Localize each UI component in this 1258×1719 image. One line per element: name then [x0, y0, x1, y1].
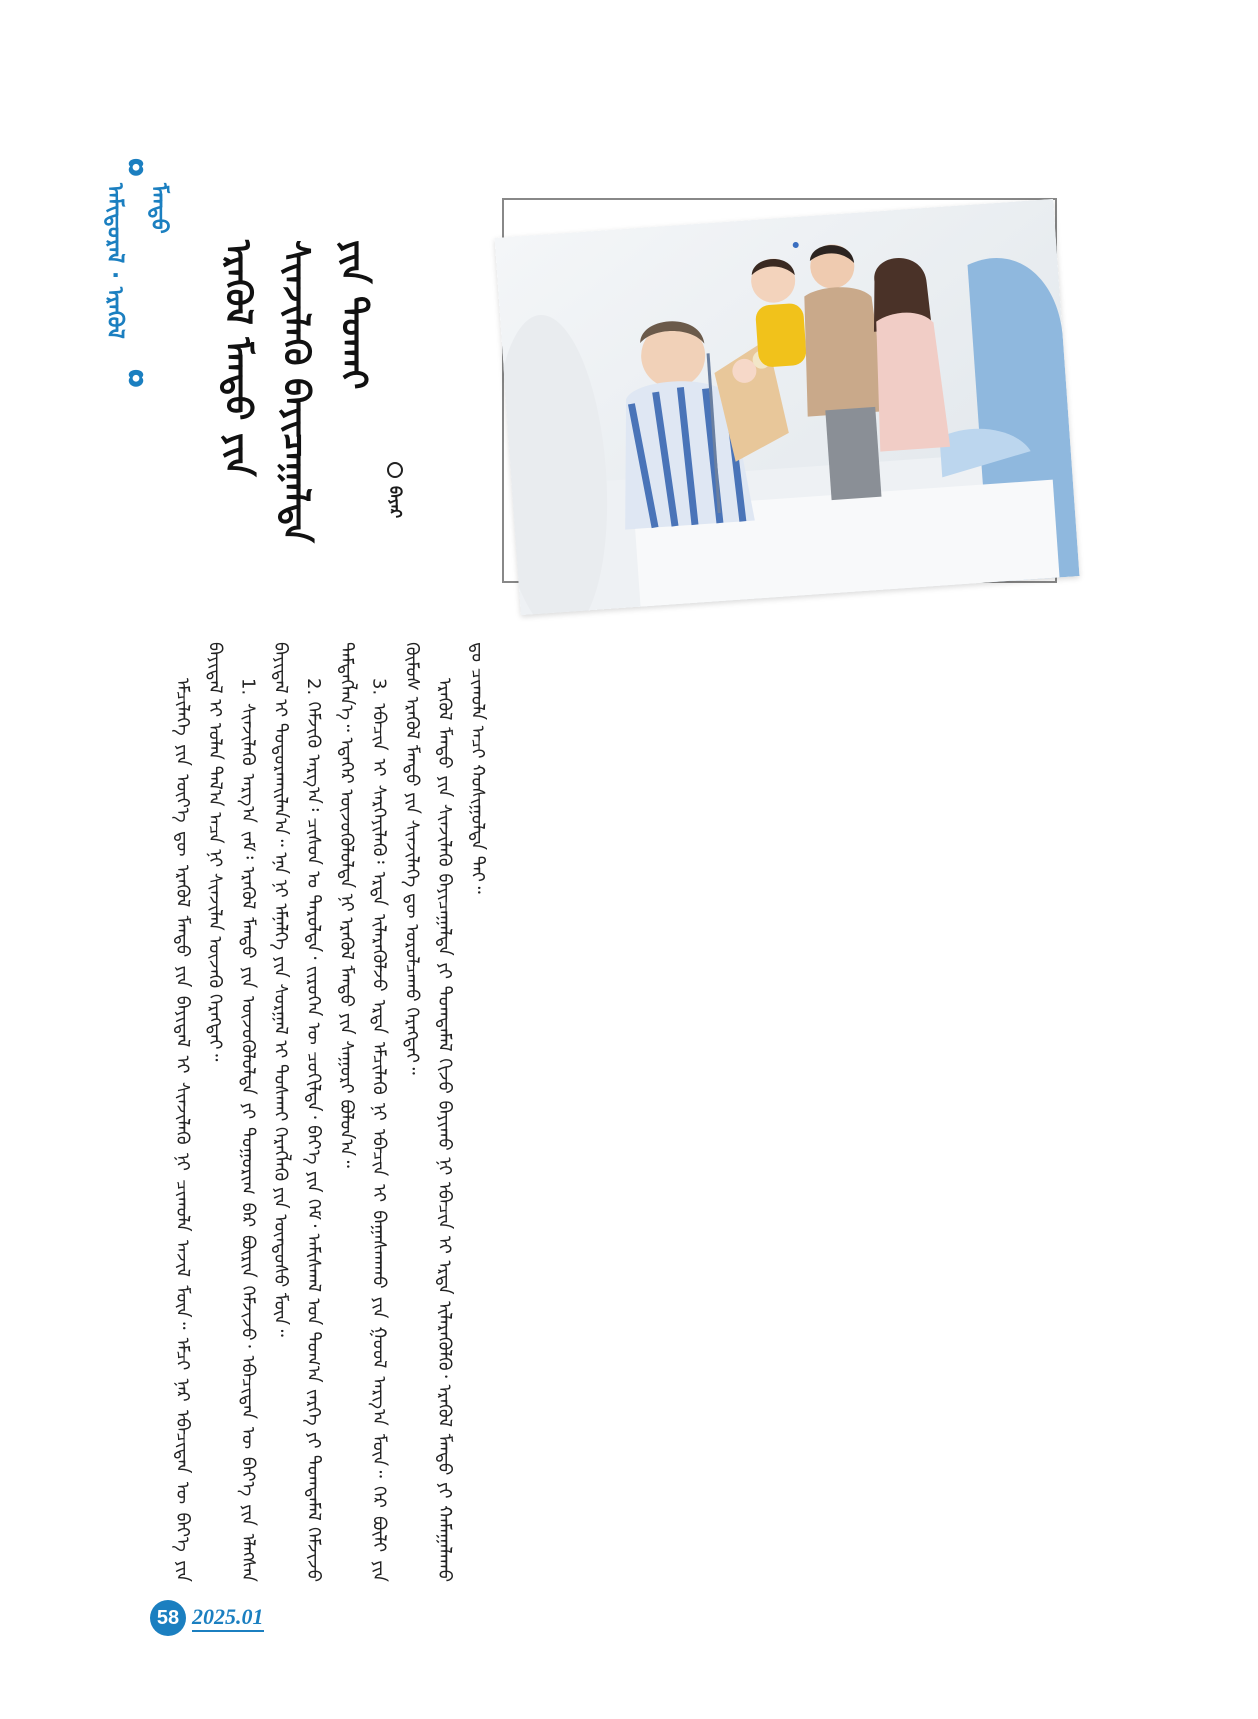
photo-illustration	[494, 199, 1079, 615]
section-label: ᠠᠮᠢᠳᠤᠷᠠᠯ · ᠡᠷᠡᠭᠦᠯ ᠮᠡᠨᠳᠦ	[102, 182, 171, 339]
author-circle-icon	[387, 462, 403, 478]
page-footer	[150, 1600, 264, 1636]
page-number: 58	[150, 1600, 186, 1636]
author-name: ᠪᠠᠶᠠᠷ	[386, 486, 405, 519]
paragraph: 2. ᠬᠡᠮᠵᠢᠬᠦ ᠠᠷᠭ᠎ᠠ᠄ ᠴᠢᠰᠤᠨ ᠤ ᠳᠠᠷᠤᠯᠲᠠ᠂ ᠵᠢᠷᠦᠬᠡᠨ ᠦ ᠴᠣᠬᠢᠯᠲᠠ᠂ ᠪᠡᠶ᠎ᠡ ᠶᠢᠨ ᠬᠡᠮ᠂ ᠠᠮᠢᠰᠭᠠᠯ ᠤᠨ ᠲᠣᠭ᠎ᠠ ᠵᠡᠷᠭᠡ ᠶᠢ ᠲᠣᠭᠲᠠᠮᠠᠯ ᠬᠡᠮᠵᠢᠵᠦ ᠲᠡᠮᠳᠡᠭᠯᠡᠨ᠎ᠡ᠃ ᠡᠳᠡᠭᠡᠷ ᠦᠵᠦᠭᠦᠯᠦᠯᠲᠡ ᠨᠢ ᠡᠷᠡᠭᠦᠯ ᠮᠡᠨᠳᠦ ᠶᠢᠨ ᠰᠠᠭᠤᠷᠢ ᠪᠣᠯᠤᠨ᠎ᠠ᠃	[302, 642, 357, 1582]
article-body	[165, 642, 1085, 1602]
body-text	[165, 642, 493, 1582]
paragraph: ᠡᠮᠴᠢᠯᠡᠭᠡ ᠶᠢᠨ ᠦᠶ᠎ᠡ ᠳᠦ ᠡᠷᠡᠭᠦᠯ ᠮᠡᠨᠳᠦ ᠶᠢᠨ ᠪᠠᠶᠢᠳᠠᠯ ᠢ ᠰᠢᠨᠵᠢᠯᠡᠬᠦ ᠨᠢ ᠴᠢᠬᠤᠯᠠ ᠠᠵᠢᠯ ᠮᠥᠨ᠃ ᠡᠮᠴᠢ ᠨᠠᠷ ᠡᠪᠡᠴᠢᠲᠡᠨ ᠦ ᠪᠡᠶ᠎ᠡ ᠶᠢᠨ ᠪᠠᠶᠢᠳᠠᠯ ᠢ ᠣᠯᠠᠨ ᠲᠠᠯ᠎ᠠ ᠠᠴᠠ ᠨᠢ ᠰᠢᠨᠵᠢᠯᠡᠨ ᠦᠵᠡᠬᠦ ᠬᠡᠷᠡᠭᠲᠡᠢ᠃	[171, 642, 226, 1582]
author-byline	[382, 462, 408, 552]
family-hospital-photo	[494, 199, 1079, 615]
paragraph: 1. ᠰᠢᠨᠵᠢᠯᠡᠬᠦ ᠠᠷᠭ᠎ᠠ ᠵᠠᠮ᠄ ᠡᠷᠡᠭᠦᠯ ᠮᠡᠨᠳᠦ ᠶᠢᠨ ᠦᠵᠦᠭᠦᠯᠦᠯᠲᠡ ᠶᠢ ᠲᠤᠭᠤᠷᠢᠭ ᠪᠡᠷ ᠪᠦᠷᠢᠨ ᠬᠡᠮᠵᠢᠵᠦ᠂ ᠡᠪᠡᠴᠢᠲᠡᠨ ᠦ ᠪᠡᠶ᠎ᠡ ᠶᠢᠨ ᠡᠯᠡᠭᠰᠡᠨ ᠪᠠᠶᠢᠳᠠᠯ ᠢ ᠲᠣᠳᠤᠷᠬᠠᠢᠯᠠᠨ᠎ᠠ᠃ ᠡᠨᠡ ᠨᠢ ᠡᠮᠨᠡᠯᠭᠡ ᠶᠢᠨ ᠰᠤᠷᠭᠠᠯ ᠢ ᠲᠤᠰᠬᠠᠢ ᠬᠡᠷᠡᠭᠯᠡᠬᠦ ᠶᠢᠨ ᠦᠨᠳᠦᠰᠦ ᠮᠥᠨ᠃	[237, 642, 292, 1582]
ornament-icon	[123, 369, 149, 388]
issue-label: 2025.01	[192, 1604, 264, 1632]
article-title: ᠡᠷᠡᠭᠦᠯ ᠮᠡᠨᠳᠦ ᠶᠢᠨ ᠰᠢᠨᠵᠢᠯᠡᠬᠦ ᠪᠠᠶᠢᠴᠠᠭᠠᠯᠲᠠ ᠶᠢᠨ ᠲᠤᠬᠠᠢ	[217, 240, 374, 543]
paragraph: 3. ᠡᠪᠡᠴᠢᠨ ᠢ ᠰᠡᠷᠭᠡᠶᠢᠯᠡᠬᠦ᠄ ᠡᠷᠲᠡ ᠢᠯᠡᠷᠡᠭᠦᠯᠵᠦ ᠡᠷᠲᠡ ᠡᠮᠴᠢᠯᠡᠬᠦ ᠨᠢ ᠡᠪᠡᠴᠢᠨ ᠢ ᠪᠠᠭᠠᠰᠬᠠᠬᠤ ᠶᠢᠨ ᠭᠣᠣᠯ ᠠᠷᠭ᠎ᠠ ᠮᠥᠨ᠃ ᠭᠡᠷ ᠪᠦᠯᠢ ᠶᠢᠨ ᠬᠦᠮᠦᠰ ᠡᠷᠡᠭᠦᠯ ᠮᠡᠨᠳᠦ ᠶᠢᠨ ᠰᠢᠨᠵᠢᠯᠡᠭᠡ ᠳᠦ ᠣᠷᠣᠯᠴᠠᠬᠤ ᠬᠡᠷᠡᠭᠲᠡᠢ᠃	[368, 642, 423, 1582]
paragraph: ᠡᠷᠡᠭᠦᠯ ᠮᠡᠨᠳᠦ ᠶᠢᠨ ᠰᠢᠨᠵᠢᠯᠡᠬᠦ ᠪᠠᠶᠢᠴᠠᠭᠠᠯᠲᠠ ᠶᠢ ᠲᠣᠭᠲᠠᠮᠠᠯ ᠬᠢᠵᠦ ᠪᠠᠶᠢᠬᠤ ᠨᠢ ᠡᠪᠡᠴᠢᠨ ᠢ ᠡᠷᠲᠡ ᠢᠯᠡᠷᠡᠭᠦᠯᠬᠦ᠂ ᠡᠷᠡᠭᠦᠯ ᠮᠡᠨᠳᠦ ᠶᠢ ᠬᠠᠮᠠᠭᠠᠯᠠᠬᠤ ᠳᠤ ᠴᠢᠬᠤᠯᠠ ᠠᠴᠢ ᠬᠤᠰᠢᠭᠤᠯᠲᠠ ᠲᠠᠢ᠃	[434, 642, 488, 1582]
section-header	[102, 158, 171, 388]
ornament-icon	[123, 158, 149, 177]
